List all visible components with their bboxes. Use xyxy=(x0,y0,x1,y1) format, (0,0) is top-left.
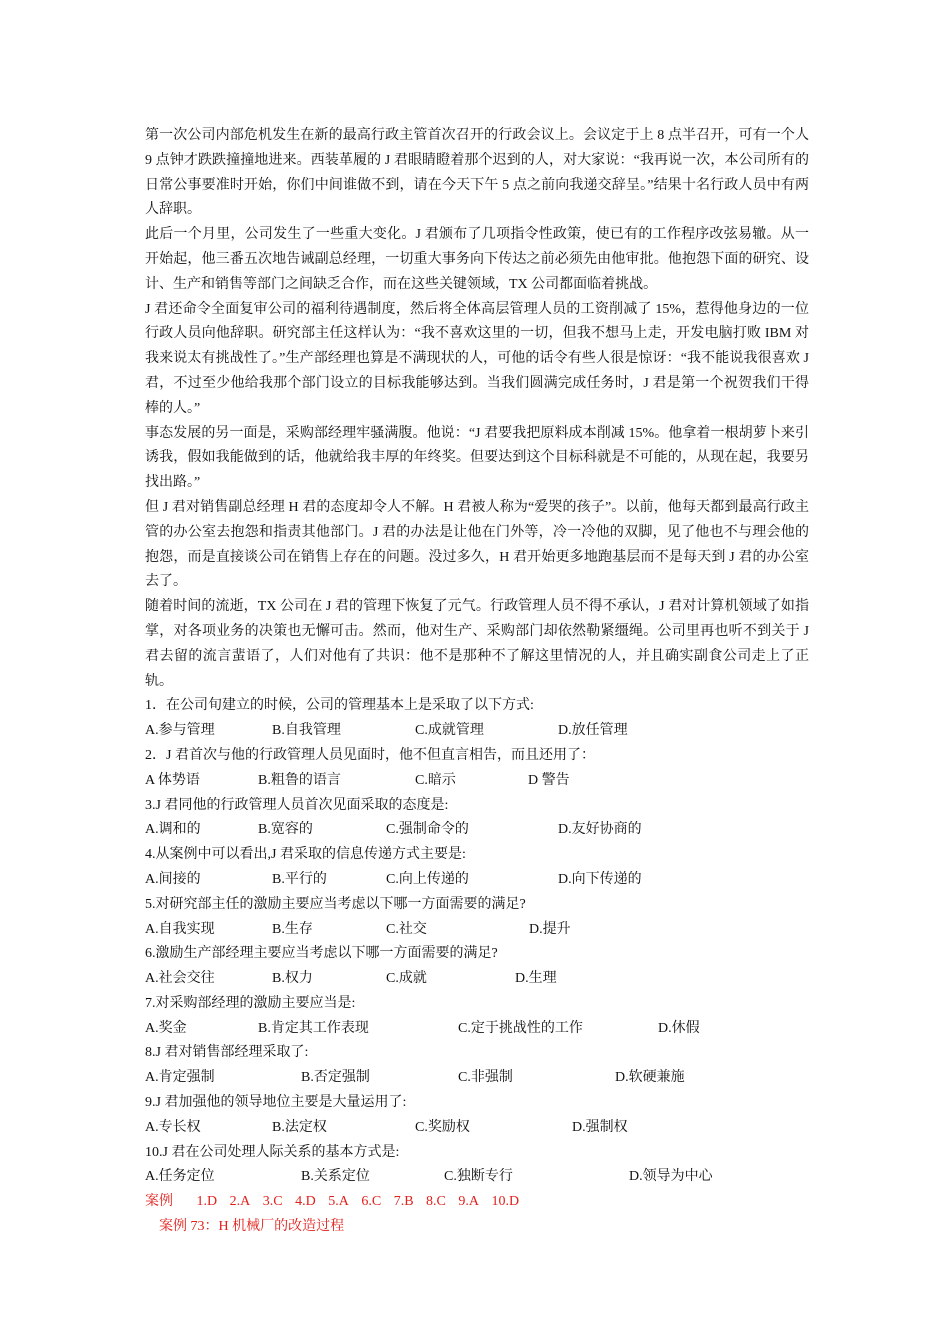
option-d: D.领导为中心 xyxy=(629,1169,713,1185)
option-c: C.非强制 xyxy=(458,1070,513,1086)
option-d: D.休假 xyxy=(658,1020,700,1036)
option-row xyxy=(145,769,809,794)
answer-item: 3.C xyxy=(262,1194,283,1210)
option-row xyxy=(145,719,809,744)
option-row xyxy=(145,818,809,843)
option-c: C.向上传递的 xyxy=(386,871,469,887)
question-item xyxy=(145,942,809,992)
question-item xyxy=(145,744,809,794)
option-d: D.强制权 xyxy=(572,1119,628,1135)
question-item xyxy=(145,694,809,744)
question-text: 4.从案例中可以看出,J 君采取的信息传递方式主要是: xyxy=(145,847,466,863)
option-d: D.提升 xyxy=(529,921,571,937)
option-d: D.向下传递的 xyxy=(558,871,642,887)
answer-item: 5.A xyxy=(328,1194,349,1210)
option-row xyxy=(145,1066,809,1091)
option-row xyxy=(145,918,809,943)
question-text: 1．在公司旬建立的时候，公司的管理基本上是采取了以下方式: xyxy=(145,698,534,714)
option-a: A.奖金 xyxy=(145,1020,187,1036)
option-d: D.放任管理 xyxy=(558,723,628,739)
answer-key xyxy=(145,1190,809,1215)
option-b: B.自我管理 xyxy=(272,723,341,739)
option-row xyxy=(145,868,809,893)
option-c: C.定于挑战性的工作 xyxy=(458,1020,583,1036)
answer-item: 1.D xyxy=(196,1194,218,1210)
answer-item: 7.B xyxy=(393,1194,414,1210)
option-b: B.权力 xyxy=(272,971,313,987)
question-text: 7.对采购部经理的激励主要应当是: xyxy=(145,995,356,1011)
case-paragraph: 随着时间的流逝，TX 公司在 J 君的管理下恢复了元气。行政管理人员不得不承认，J 君对计算机领域了如指掌，对各项业务的决策也无懈可击。然而，他对生产、采购部门却依然勒紧缰绳。公司里再也听不到关于 J 君去留的流言蜚语了，人们对他有了共识：他不是那种不了解这里情况的人，并且确实副食公司走上了正轨。 xyxy=(145,599,809,689)
option-a: A.间接的 xyxy=(145,871,201,887)
option-c: C.成就管理 xyxy=(415,723,484,739)
answer-item: 8.C xyxy=(426,1194,446,1210)
question-text: 8.J 君对销售部经理采取了: xyxy=(145,1045,309,1061)
answer-item: 2.A xyxy=(229,1194,251,1210)
option-c: C.暗示 xyxy=(415,772,456,788)
option-d: D.友好协商的 xyxy=(558,822,642,838)
option-row xyxy=(145,967,809,992)
answer-item: 6.C xyxy=(361,1194,382,1210)
question-text: 9.J 君加强他的领导地位主要是大量运用了: xyxy=(145,1095,407,1111)
document-body xyxy=(145,124,809,1240)
option-a: A.任务定位 xyxy=(145,1169,215,1185)
question-text: 3.J 君同他的行政管理人员首次见面采取的态度是: xyxy=(145,797,449,813)
option-b: B.平行的 xyxy=(272,871,327,887)
case-paragraph: 事态发展的另一面是，采购部经理牢骚满腹。他说：“J 君要我把原料成本削减 15%。他拿着一根胡萝卜来引诱我，假如我能做到的话，他就给我丰厚的年终奖。但要达到这个目标科就是不可能的，从现在起，我要另找出路。” xyxy=(145,425,809,491)
answer-item: 9.A xyxy=(458,1194,479,1210)
option-a: A 体势语 xyxy=(145,772,200,788)
option-b: B.肯定其工作表现 xyxy=(258,1020,369,1036)
question-item xyxy=(145,794,809,844)
option-b: B.粗鲁的语言 xyxy=(258,772,341,788)
option-c: C.奖励权 xyxy=(415,1119,470,1135)
question-text: 2．J 君首次与他的行政管理人员见面时，他不但直言相告，而且还用了： xyxy=(145,747,595,763)
option-c: C.独断专行 xyxy=(444,1169,513,1185)
option-a: A.专长权 xyxy=(145,1119,201,1135)
question-item xyxy=(145,1141,809,1191)
option-b: B.关系定位 xyxy=(301,1169,370,1185)
option-row xyxy=(145,1017,809,1042)
option-row xyxy=(145,1116,809,1141)
answer-item: 10.D xyxy=(491,1194,520,1210)
question-text: 5.对研究部主任的激励主要应当考虑以下哪一方面需要的满足? xyxy=(145,896,526,912)
question-item xyxy=(145,1091,809,1141)
option-row xyxy=(145,1165,809,1190)
option-c: C.强制命令的 xyxy=(386,822,469,838)
question-text: 10.J 君在公司处理人际关系的基本方式是: xyxy=(145,1144,400,1160)
case-paragraph: J 君还命令全面复审公司的福利待遇制度，然后将全体高层管理人员的工资削减了 15%，惹得他身边的一位行政人员向他辞职。研究部主任这样认为：“我不喜欢这里的一切，但我不想马上走，开发电脑打败 IBM 对我来说太有挑战性了。”生产部经理也算是不满现状的人，可他的话令有些人很是惊讶：“我不能说我很喜欢 J 君，不过至少他给我那个部门设立的目标我能够达到。当我们圆满完成任务时，J 君是第一个祝贺我们干得棒的人。” xyxy=(145,301,809,416)
option-a: A.肯定强制 xyxy=(145,1070,215,1086)
option-d: D.生理 xyxy=(515,971,557,987)
option-a: A.社会交往 xyxy=(145,971,215,987)
option-b: B.宽容的 xyxy=(258,822,313,838)
case-paragraph: 但 J 君对销售副总经理 H 君的态度却令人不解。H 君被人称为“爱哭的孩子”。以前，他每天都到最高行政主管的办公室去抱怨和指责其他部门。J 君的办法是让他在门外等，冷一冷他的双脚，见了他也不与理会他的抱怨，而是直接谈公司在销售上存在的问题。没过多久，H 君开始更多地跑基层而不是每天到 J 君的办公室去了。 xyxy=(145,499,809,590)
answer-key-label: 案例 xyxy=(145,1194,173,1210)
next-case-title: 案例 73：H 机械厂的改造过程 xyxy=(159,1219,345,1235)
option-d: D 警告 xyxy=(528,772,570,788)
option-b: B.生存 xyxy=(272,921,313,937)
option-c: C.成就 xyxy=(386,971,427,987)
option-a: A.调和的 xyxy=(145,822,201,838)
case-paragraph: 第一次公司内部危机发生在新的最高行政主管首次召开的行政会议上。会议定于上 8 点半召开，可有一个人 9 点钟才跌跌撞撞地进来。西装革履的 J 君眼睛瞪着那个迟到的人，对大家说：“我再说一次，本公司所有的日常公事要准时开始，你们中间谁做不到，请在今天下午 5 点之前向我递交辞呈。”结果十名行政人员中有两人辞职。 xyxy=(145,128,809,218)
answer-item: 4.D xyxy=(295,1194,316,1210)
case-paragraph: 此后一个月里，公司发生了一些重大变化。J 君颁布了几项指令性政策，使已有的工作程序改弦易辙。从一开始起，他三番五次地告诫副总经理，一切重大事务向下传达之前必须先由他审批。他抱怨下面的研究、设计、生产和销售等部门之间缺乏合作，而在这些关键领域，TX 公司都面临着挑战。 xyxy=(145,227,809,292)
option-b: B.否定强制 xyxy=(301,1070,370,1086)
question-item xyxy=(145,893,809,943)
option-b: B.法定权 xyxy=(272,1119,327,1135)
question-item xyxy=(145,843,809,893)
option-c: C.社交 xyxy=(386,921,427,937)
question-item xyxy=(145,992,809,1042)
question-list xyxy=(145,694,809,1190)
option-a: A.自我实现 xyxy=(145,921,215,937)
option-a: A.参与管理 xyxy=(145,723,215,739)
option-d: D.软硬兼施 xyxy=(615,1070,685,1086)
question-item xyxy=(145,1041,809,1091)
question-text: 6.激励生产部经理主要应当考虑以下哪一方面需要的满足? xyxy=(145,946,498,962)
